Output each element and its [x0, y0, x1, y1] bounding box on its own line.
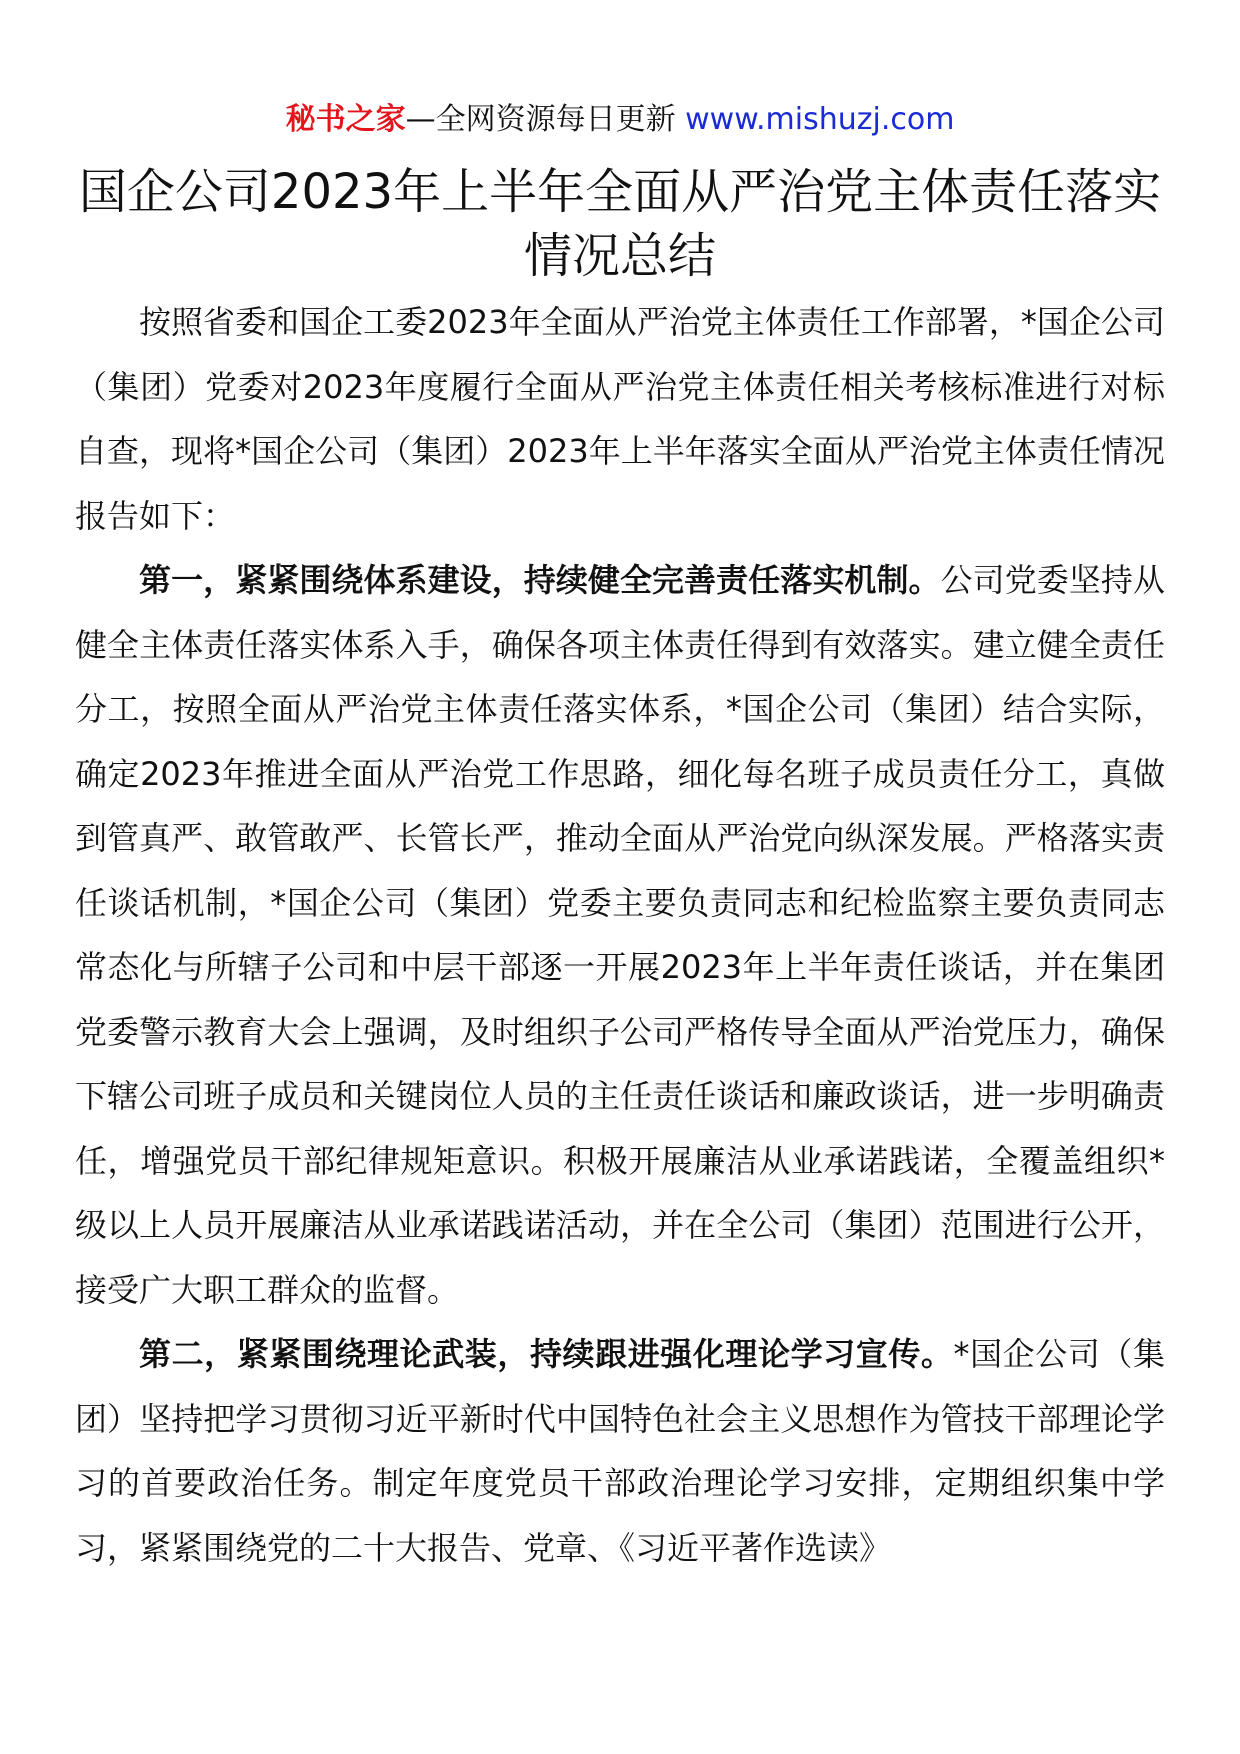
section-2-body: *国企公司（集团）坚持把学习贯彻习近平新时代中国特色社会主义思想作为管技干部理论学习的首要政治任务。制定年度党员干部政治理论学习安排，定期组织集中学习，紧紧围绕党的二十大报告、党章、《习近平著作选读》 [75, 1335, 1165, 1567]
section-1-body: 公司党委坚持从健全主体责任落实体系入手，确保各项主体责任得到有效落实。建立健全责任分工，按照全面从严治党主体责任落实体系，*国企公司（集团）结合实际，确定2023年推进全面从严治党工作思路，细化每名班子成员责任分工，真做到管真严、敢管敢严、长管长严，推动全面从严治党向纵深发展。严格落实责任谈话机制，*国企公司（集团）党委主要负责同志和纪检监察主要负责同志常态化与所辖子公司和中层干部逐一开展2023年上半年责任谈话，并在集团党委警示教育大会上强调，及时组织子公司严格传导全面从严治党压力，确保下辖公司班子成员和关键岗位人员的主任责任谈话和廉政谈话，进一步明确责任，增强党员干部纪律规矩意识。积极开展廉洁从业承诺践诺，全覆盖组织*级以上人员开展廉洁从业承诺践诺活动，并在全公司（集团）范围进行公开，接受广大职工群众的监督。 [75, 561, 1165, 1309]
section-2-paragraph [75, 1322, 1165, 1580]
site-header [0, 100, 1240, 140]
document-title-line-2: 情况总结 [523, 228, 716, 284]
intro-paragraph: 按照省委和国企工委2023年全面从严治党主体责任工作部署，*国企公司（集团）党委对2023年度履行全面从严治党主体责任相关考核标准进行对标自查，现将*国企公司（集团）2023年上半年落实全面从严治党主体责任情况报告如下： [75, 303, 1165, 535]
site-tagline: —全网资源每日更新 [405, 102, 686, 137]
site-name: 秘书之家 [285, 102, 406, 137]
section-1-paragraph [75, 548, 1165, 1322]
document-title [60, 160, 1180, 288]
document-title-line-1: 国企公司2023年上半年全面从严治党主体责任落实 [78, 164, 1162, 220]
section-2-heading: 第二，紧紧围绕理论武装，持续跟进强化理论学习宣传。 [139, 1335, 954, 1373]
document-body [75, 290, 1165, 1580]
site-url-link[interactable]: www.mishuzj.com [685, 102, 955, 137]
section-1-heading: 第一，紧紧围绕体系建设，持续健全完善责任落实机制。 [139, 561, 941, 599]
